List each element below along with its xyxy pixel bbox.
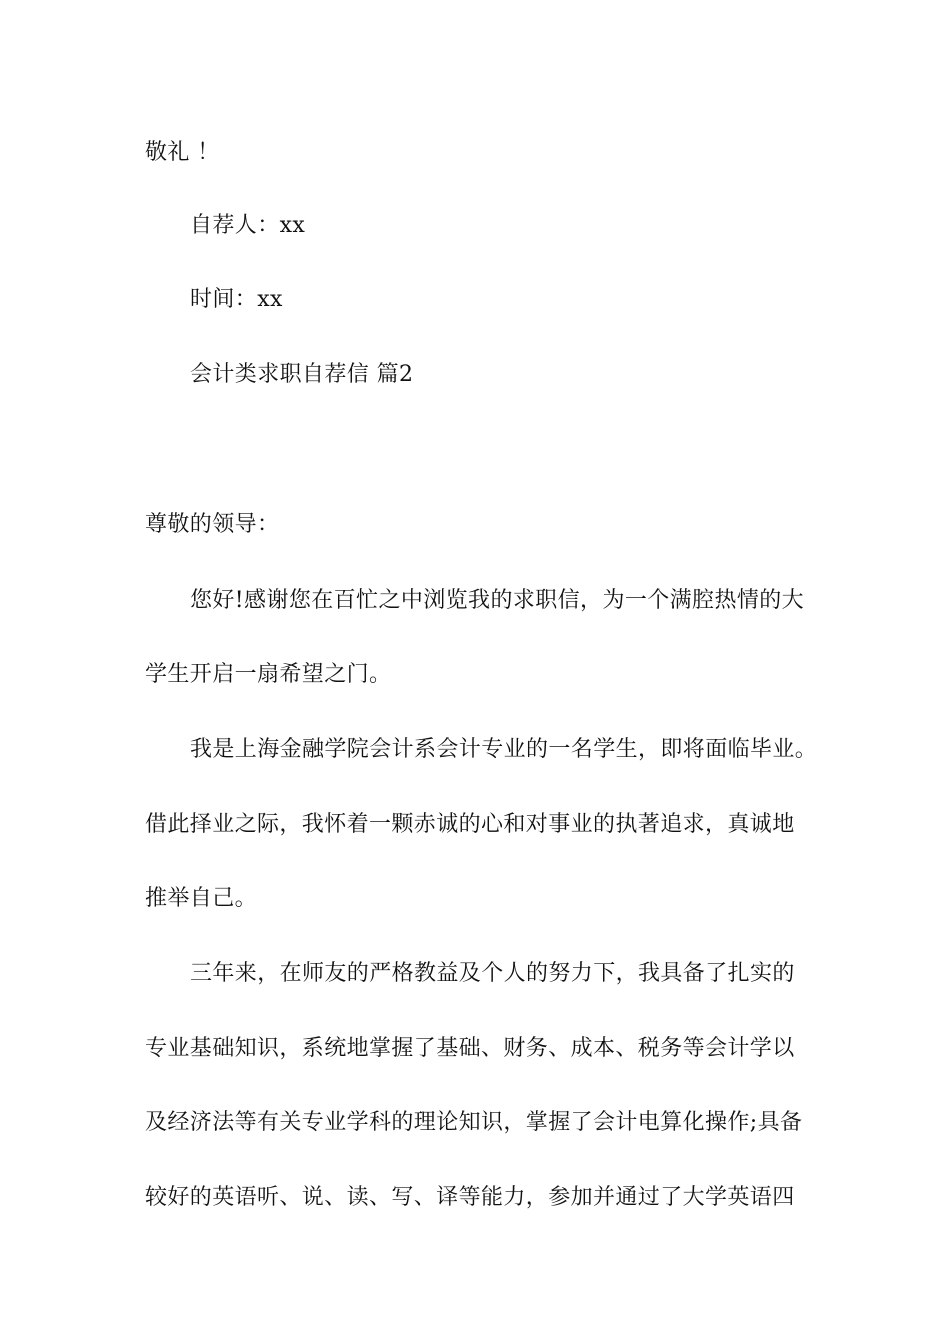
paragraph-line: 推举自己。 (145, 886, 258, 911)
paragraph-line: 学生开启一扇希望之门。 (145, 662, 392, 687)
date-line: 时间：xx (190, 287, 283, 312)
paragraph-line: 及经济法等有关专业学科的理论知识，掌握了会计电算化操作;具备 (145, 1110, 803, 1135)
paragraph-line: 三年来，在师友的严格教益及个人的努力下，我具备了扎实的 (190, 961, 795, 986)
paragraph-line: 专业基础知识，系统地掌握了基础、财务、成本、税务等会计学以 (145, 1036, 795, 1061)
closing-salute: 敬礼 ！ (145, 140, 220, 165)
paragraph-line: 较好的英语听、说、读、写、译等能力，参加并通过了大学英语四 (145, 1185, 795, 1210)
section-heading: 会计类求职自荐信 篇2 (190, 362, 414, 387)
signer-line: 自荐人：xx (190, 213, 306, 238)
letter-greeting: 尊敬的领导： (145, 512, 280, 537)
paragraph-line: 您好!感谢您在百忙之中浏览我的求职信，为一个满腔热情的大 (190, 588, 805, 613)
paragraph-line: 借此择业之际，我怀着一颗赤诚的心和对事业的执著追求，真诚地 (145, 812, 795, 837)
paragraph-line: 我是上海金融学院会计系会计专业的一名学生，即将面临毕业。 (190, 737, 818, 762)
